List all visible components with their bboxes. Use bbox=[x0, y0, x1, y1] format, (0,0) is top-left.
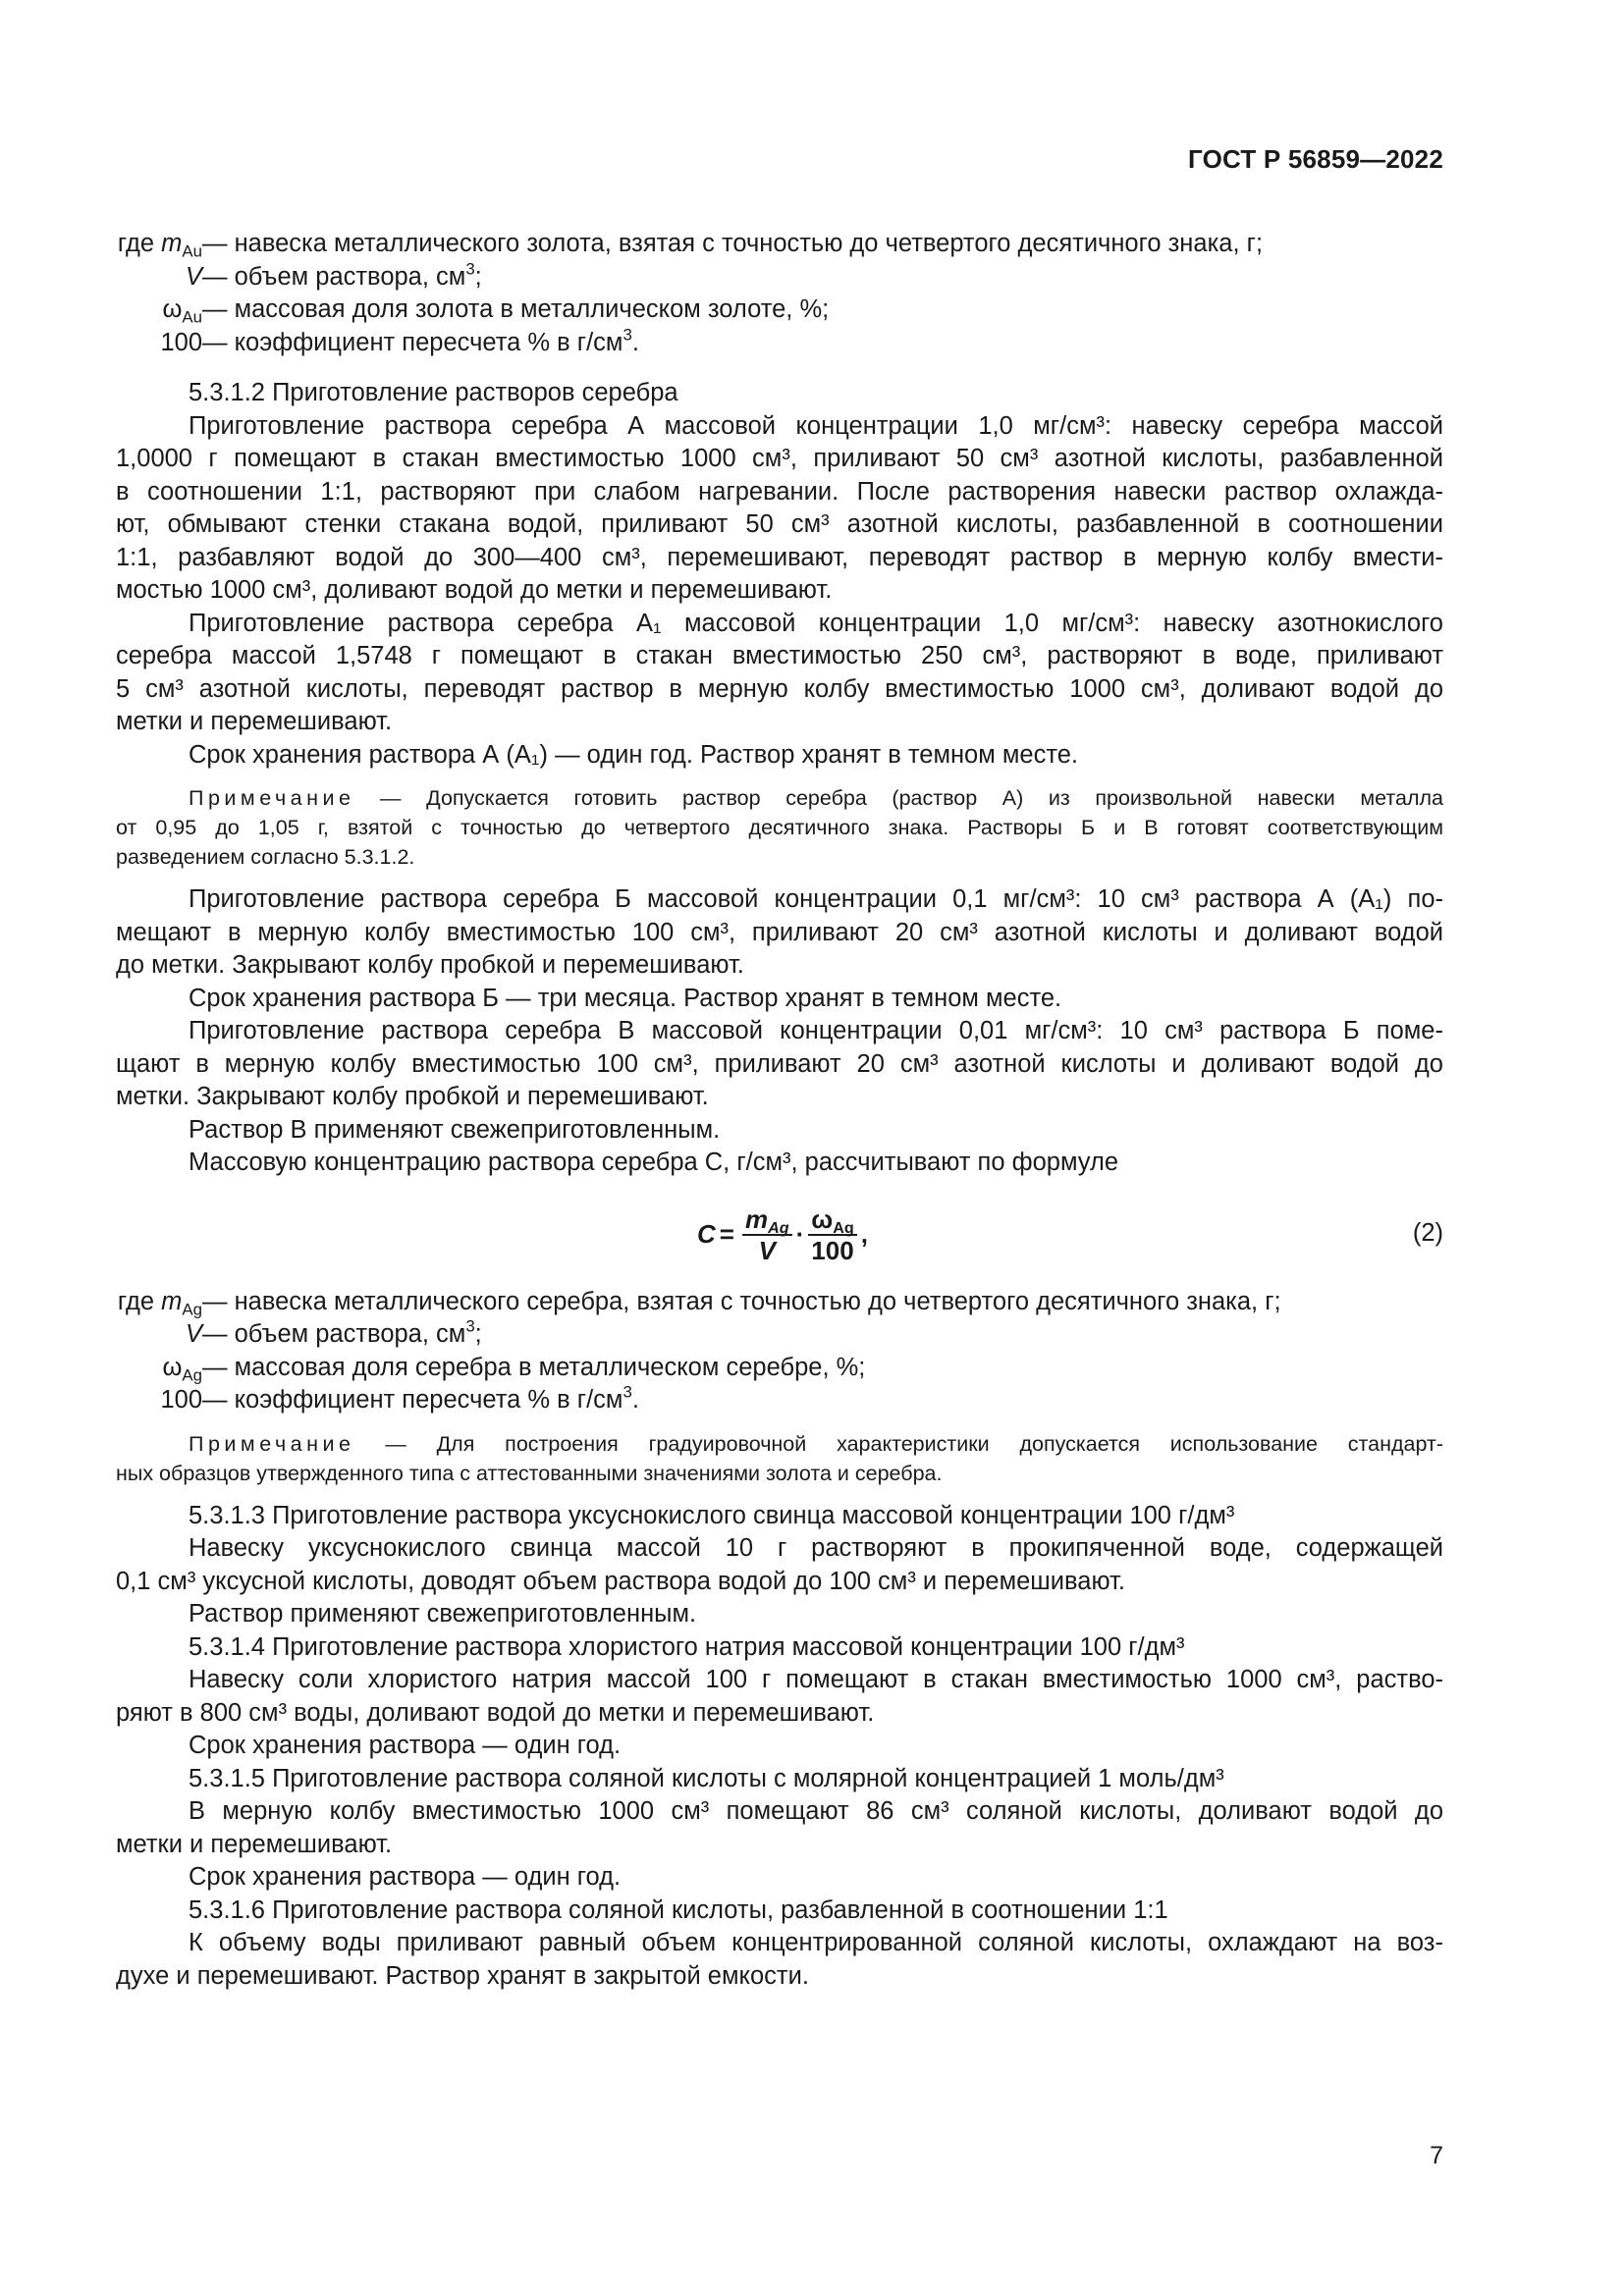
page-content bbox=[116, 228, 1443, 1993]
fraction-mass-volume: $\frac{m_{Ag}}{V}$ bbox=[742, 1204, 792, 1265]
paragraph-solution-v: Приготовление раствора серебра В массовой концентрации 0,01 мг/см³: 10 см³ раствора Б поме- щают в мерную колбу вместимостью 100 см³, приливают 20 см³ азотной кислоты и доливают водой до метки. Закрывают колбу пробкой и перемешивают. bbox=[116, 1017, 1443, 1110]
paragraph-solution-b: Приготовление раствора серебра Б массовой концентрации 0,1 мг/см³: 10 см³ раствора А (А₁) по- мещают в мерную колбу вместимостью 100 см³, приливают 20 см³ азотной кислоты и доливают водой до метки. Закрывают колбу пробкой и перемешивают. bbox=[116, 885, 1443, 979]
legend-row-desc: — навеска металлического серебра, взятая с точностью до четвертого десятичного знака, г; bbox=[202, 1287, 1281, 1315]
legend-row-sym: $\omega_{Au}$ bbox=[162, 295, 202, 327]
note-1: Примечание — Допускается готовить раствор серебра (раствор А) из произвольной навески металла от 0,95 до 1,05 г, взятой с точностью до четвертого десятичного знака. Растворы Б и В готовят соответствующим разведением согласно 5.3.1.2. bbox=[116, 786, 1443, 869]
storage-solution-b: Срок хранения раствора Б — три месяца. Раствор хранят в темном месте. bbox=[189, 984, 1062, 1012]
legend-row-desc: — навеска металлического золота, взятая с точностью до четвертого десятичного знака, г; bbox=[202, 230, 1264, 257]
note-label: Примечание bbox=[189, 786, 355, 810]
formula-number: (2) bbox=[1412, 1218, 1443, 1247]
legend-row-desc: — массовая доля золота в металлическом золоте, %; bbox=[202, 295, 830, 323]
paragraph-5-3-1-5: В мерную колбу вместимостью 1000 см³ помещают 86 см³ соляной кислоты, доливают водой до метки и перемешивают. bbox=[116, 1797, 1443, 1858]
paragraph-solution-a: Приготовление раствора серебра А массовой концентрации 1,0 мг/см³: навеску серебра массой 1,0000 г помещают в стакан вместимостью 1000 см³, приливают 50 см³ азотной кислоты, разбавленной в соотношении 1:1, растворяют при слабом нагревании. После растворения навески раствор охлажда- ют, обмывают стенки стакана водой, приливают 50 см³ азотной кислоты, разбавленной в соотношении 1:1, разбавляют водой до 300—400 см³, перемешивают, переводят раствор в мерную колбу вмести- мостью 1000 см³, доливают водой до метки и перемешивают. bbox=[116, 411, 1443, 604]
legend-row-desc: — объем раствора, $см^3$; bbox=[202, 259, 482, 291]
variables-legend-1 bbox=[116, 228, 1443, 359]
storage-hcl-1m: Срок хранения раствора — один год. bbox=[189, 1863, 622, 1891]
section-heading-5-3-1-3: 5.3.1.3 Приготовление раствора уксуснокислого свинца массовой концентрации 100 г/дм³ bbox=[189, 1501, 1235, 1529]
legend-row-sym: 100 bbox=[160, 1386, 202, 1414]
paragraph-5-3-1-6: К объему воды приливают равный объем концентрированной соляной кислоты, охлаждают на воз- духе и перемешивают. Раствор хранят в закрытой емкости. bbox=[116, 1929, 1443, 1990]
paragraph-5-3-1-4: Навеску соли хлористого натрия массой 100 г помещают в стакан вместимостью 1000 см³, раство- ряют в 800 см³ воды, доливают водой до метки и перемешивают. bbox=[116, 1666, 1443, 1727]
formula-body: C = $\frac{m_{Ag}}{V}$ · $\frac{\omega_{Ag}}{100}$ , bbox=[697, 1203, 868, 1265]
fraction-fraction-100: $\frac{\omega_{Ag}}{100}$ bbox=[808, 1204, 856, 1265]
fresh-lead-acetate: Раствор применяют свежеприготовленным. bbox=[189, 1600, 697, 1628]
legend-row-sym: где $m_{Ag}$ bbox=[117, 1287, 202, 1318]
formula-2 bbox=[116, 1198, 1443, 1272]
paragraph-solution-a1: Приготовление раствора серебра А₁ массовой концентрации 1,0 мг/см³: навеску азотнокислого серебра массой 1,5748 г помещают в стакан вместимостью 250 см³, растворяют в воде, приливают 5 см³ азотной кислоты, переводят раствор в мерную колбу вместимостью 1000 см³, доливают водой до метки и перемешивают. bbox=[116, 609, 1443, 735]
section-heading-5-3-1-5: 5.3.1.5 Приготовление раствора соляной кислоты с молярной концентрацией 1 моль/дм³ bbox=[189, 1764, 1224, 1792]
document-code: ГОСТ Р 56859—2022 bbox=[1188, 144, 1443, 174]
legend-row-desc: — коэффициент пересчета % в $г/см^3$. bbox=[202, 1382, 639, 1414]
legend-row-desc: — массовая доля серебра в металлическом серебре, %; bbox=[202, 1353, 866, 1381]
legend-row-sym: V bbox=[185, 262, 202, 291]
calc-intro: Массовую концентрацию раствора серебра C, г/см³, рассчитывают по формуле bbox=[189, 1148, 1119, 1176]
section-heading-5-3-1-2: 5.3.1.2 Приготовление растворов серебра bbox=[189, 379, 678, 406]
legend-row-desc: — объем раствора, $см^3$; bbox=[202, 1316, 482, 1348]
variables-legend-2 bbox=[116, 1286, 1443, 1417]
storage-sodium-chloride: Срок хранения раствора — один год. bbox=[189, 1732, 622, 1759]
legend-row-sym: где $m_{Au}$ bbox=[117, 230, 202, 261]
storage-solution-a: Срок хранения раствора А (А₁) — один год. Раствор хранят в темном месте. bbox=[189, 740, 1078, 769]
section-heading-5-3-1-6: 5.3.1.6 Приготовление раствора соляной кислоты, разбавленной в соотношении 1:1 bbox=[189, 1896, 1168, 1924]
page-number: 7 bbox=[1430, 2142, 1443, 2169]
note-2: Примечание — Для построения градуировочной характеристики допускается использование стандарт- ных образцов утвержденного типа с аттестованными значениями золота и серебра. bbox=[116, 1431, 1443, 1485]
legend-row-sym: 100 bbox=[160, 328, 202, 356]
legend-row-sym: $\omega_{Ag}$ bbox=[162, 1353, 202, 1384]
paragraph-5-3-1-3: Навеску уксуснокислого свинца массой 10 г растворяют в прокипяченной воде, содержащей 0,1 см³ уксусной кислоты, доводят объем раствора водой до 100 см³ и перемешивают. bbox=[116, 1534, 1443, 1595]
legend-row-sym: V bbox=[185, 1320, 202, 1348]
legend-row-desc: — коэффициент пересчета % в $г/см^3$. bbox=[202, 325, 639, 356]
fresh-solution-v: Раствор В применяют свежеприготовленным. bbox=[189, 1115, 721, 1144]
note-label: Примечание bbox=[189, 1431, 355, 1456]
section-heading-5-3-1-4: 5.3.1.4 Приготовление раствора хлористого натрия массовой концентрации 100 г/дм³ bbox=[189, 1632, 1185, 1661]
